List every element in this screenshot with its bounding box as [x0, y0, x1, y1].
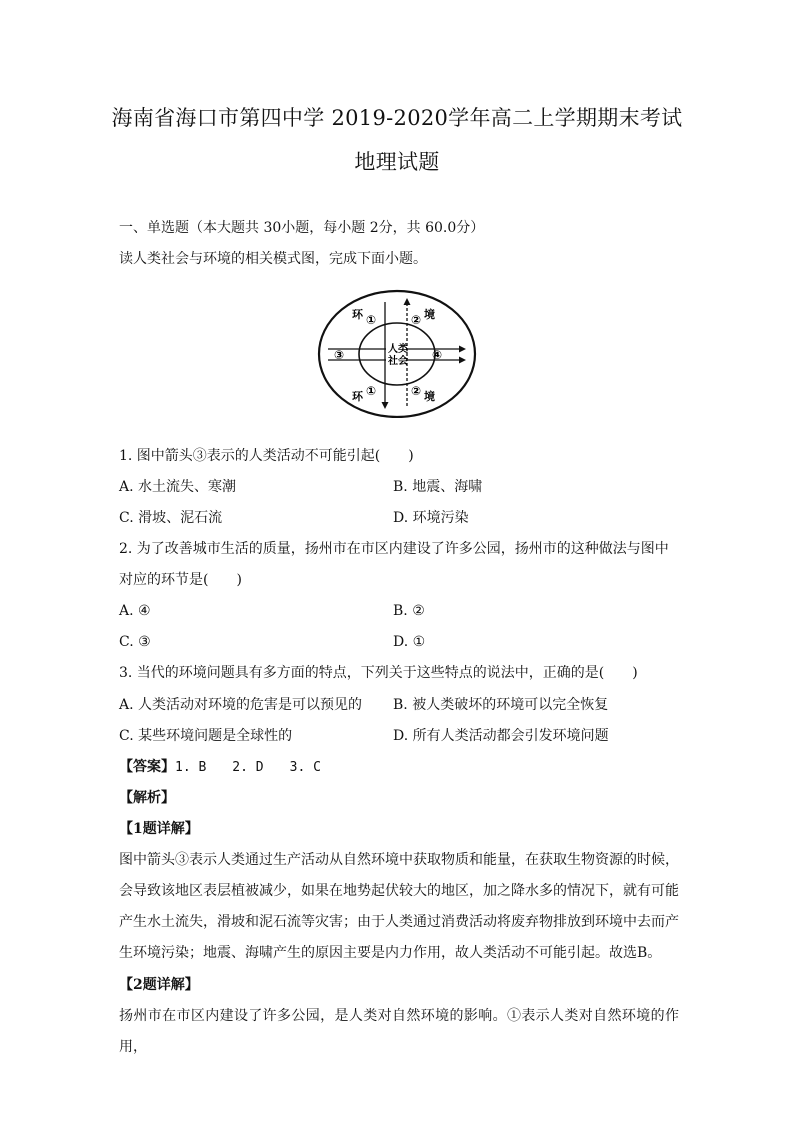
- question-2-option-b[interactable]: B. ②: [393, 603, 425, 619]
- section-header: 一、单选题（本大题共 30小题，每小题 2分，共 60.0分）: [119, 220, 485, 236]
- question-1-option-c[interactable]: C. 滑坡、泥石流: [119, 510, 223, 526]
- human-society-environment-diagram: [316, 288, 478, 418]
- answer-line: [119, 757, 321, 778]
- center-label-line1: 人类: [388, 344, 408, 355]
- answer-label: 【答案】: [119, 759, 175, 775]
- answer-text: 1. B 2. D 3. C: [175, 760, 321, 775]
- question-1-stem: 1. 图中箭头③表示的人类活动不可能引起( ): [119, 448, 414, 464]
- document-title: 海南省海口市第四中学 2019-2020学年高二上学期期末考试: [111, 106, 683, 130]
- question-2-stem-line2: 对应的环节是( ): [119, 572, 242, 588]
- question-3-stem: 3. 当代的环境问题具有多方面的特点，下列关于这些特点的说法中，正确的是( ): [119, 665, 638, 681]
- label-huan-top: 环: [352, 308, 363, 321]
- label-huan-bottom: 环: [352, 390, 363, 403]
- arrow-label-1-bottom: ①: [366, 384, 377, 398]
- question-2-option-d[interactable]: D. ①: [393, 634, 426, 650]
- document-subtitle: 地理试题: [354, 150, 440, 174]
- question-3-option-a[interactable]: A. 人类活动对环境的危害是可以预见的: [119, 697, 363, 713]
- question-3-option-d[interactable]: D. 所有人类活动都会引发环境问题: [393, 728, 609, 744]
- analysis-label: 【解析】: [119, 790, 175, 806]
- label-jing-bottom: 境: [424, 390, 435, 403]
- center-label-line2: 社会: [388, 356, 408, 367]
- question-2-option-a[interactable]: A. ④: [119, 603, 151, 619]
- question-1-option-d[interactable]: D. 环境污染: [393, 510, 469, 526]
- arrow-label-1-top: ①: [366, 313, 377, 327]
- question-1-option-a[interactable]: A. 水土流失、寒潮: [119, 479, 237, 495]
- arrow-label-2-bottom: ②: [411, 384, 422, 398]
- arrow-label-4: ④: [432, 348, 443, 362]
- detail-2-label: 【2题详解】: [119, 977, 199, 993]
- intro-text: 读人类社会与环境的相关模式图，完成下面小题。: [119, 251, 427, 267]
- arrow-label-3: ③: [334, 348, 345, 362]
- question-3-option-c[interactable]: C. 某些环境问题是全球性的: [119, 728, 293, 744]
- detail-1-label: 【1题详解】: [119, 821, 199, 837]
- detail-1-text: 图中箭头③表示人类通过生产活动从自然环境中获取物质和能量，在获取生物资源的时候，会导致该地区表层植被减少，如果在地势起伏较大的地区，加之降水多的情况下，就有可能产生水土流失，滑坡和泥石流等灾害；由于人类通过消费活动将废弃物排放到环境中去而产生环境污染；地震、海啸产生的原因主要是内力作用，故人类活动不可能引起。故选B。: [119, 852, 679, 961]
- question-2-stem-line1: 2. 为了改善城市生活的质量，扬州市在市区内建设了许多公园，扬州市的这种做法与图中: [119, 541, 669, 557]
- question-3-option-b[interactable]: B. 被人类破坏的环境可以完全恢复: [393, 697, 609, 713]
- label-jing-top: 境: [424, 308, 435, 321]
- arrow-label-2-top: ②: [411, 313, 422, 327]
- question-1-option-b[interactable]: B. 地震、海啸: [393, 479, 483, 495]
- question-2-option-c[interactable]: C. ③: [119, 634, 151, 650]
- detail-2-text: 扬州市在市区内建设了许多公园，是人类对自然环境的影响。①表示人类对自然环境的作用，: [119, 1008, 679, 1055]
